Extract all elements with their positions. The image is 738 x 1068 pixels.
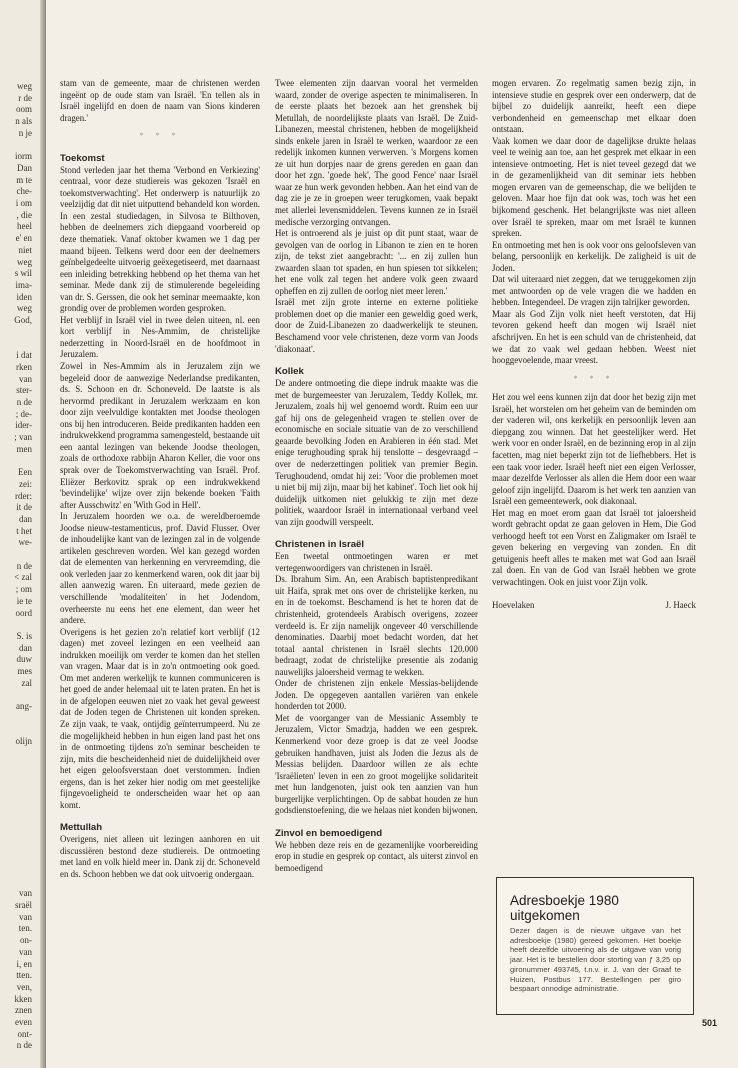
spine-text-fragment: tten.	[16, 970, 32, 981]
spine-text-fragment: it de	[16, 502, 32, 513]
spine-text-fragment: weg	[17, 256, 32, 267]
spine-text-fragment: i dat	[16, 350, 32, 361]
spine-text-fragment: n je	[18, 127, 32, 138]
paragraph: stam van de gemeente, maar de christenen werden ingeënt op de oude stam van Israël. 'En tellen als in Israël ingelijfd en doen de naam van Sions kinderen dragen.'	[60, 78, 260, 123]
paragraph: Onder de christenen zijn enkele Messias-belijdende Joden. De opgegeven aantallen variëren van enkele honderden tot 2000.	[275, 678, 478, 712]
spine-text-fragment: God,	[14, 315, 32, 325]
spine-text-fragment: van	[19, 911, 32, 922]
spine-text-fragment: ; om	[15, 584, 32, 595]
spine-text-fragment: ie te	[16, 595, 32, 606]
section-heading: Christenen in Israël	[275, 539, 365, 551]
spine-text-fragment: we-	[18, 537, 32, 548]
paragraph: We hebben deze reis en de gezamenlijke voorbereiding erop in studie en gesprek op contact, als uiterst zinvol en bemoedigend	[275, 839, 478, 873]
spine-text-fragment: oom	[15, 104, 32, 115]
paragraph: Dat wil uiteraard niet zeggen, dat we teruggekomen zijn met antwoorden op de vele vragen die we hadden en hebben. Integendeel. De vragen zijn talrijker geworden.	[492, 274, 696, 308]
paragraph: En ontmoeting met hen is ook voor ons geloofsleven van belang, persoonlijk en kerkelijk. De zaligheid is uit de Joden.	[492, 239, 696, 273]
section-heading: Kollek	[275, 366, 304, 378]
paragraph: Het zou wel eens kunnen zijn dat door het bezig zijn met Israël, het worstelen om het geheim van de beminden om der vaderen wil, ons kerkelijk en persoonlijk leven aan diepgang zou winnen. Dat het geestelijker werd. Het werk voor en onder Israël, en de bezinning erop in al zijn facetten, mag niet beperkt zijn tot de liefhebbers. Het is een taak voor ieder. Israël heeft niet een eigen Verlosser, maar dezelfde Verlosser als allen die Hem door een waar geloof zijn ingelijfd. Daarom is het werk ten aanzien van Israël een gemeentewerk, ook diakonaal.	[492, 392, 696, 507]
section-divider: * * *	[573, 373, 615, 383]
spine-text-fragment: , die	[16, 209, 32, 220]
signature-place: Hoevelaken	[492, 599, 535, 610]
spine-text-fragment: dan	[19, 642, 32, 653]
paragraph: Israël met zijn grote interne en externe politieke problemen doet op die manier een geweldig goed werk, door de Zuid-Libanezen zo daadwerkelijk te steunen. Beschamend voor vele christenen, deze vorm van Joods 'diakonaat'.	[275, 297, 478, 354]
spine-text-fragment: iden	[16, 291, 32, 302]
spine-text-fragment: n de	[16, 1040, 32, 1051]
paragraph: Het verblijf in Israël viel in twee delen uiteen, nl. een kort verblijf in Nes-Ammim, de christelijke nederzetting in Noord-Israël en de hoofdmoot in Jeruzalem.	[60, 314, 260, 360]
paragraph: In Jeruzalem hoorden we o.a. de wereldberoemde Joodse nieuw-testamenticus, prof. David Flusser. Over de inhoudelijke kant van de lezingen zal in de volgende artikelen geschreven worden. Wel kan gezegd worden dat de elementen van herkenning en vervreemding, die ook verleden jaar zo kenmerkend waren, ook dit jaar bij allen aanwezig waren. En uiteraard, mede gezien de verschillende 'modaliteiten' in het Jodendom, overheerste nu eens het ene element, dan weer het andere.	[60, 511, 260, 626]
spine-text-fragment: ten.	[18, 923, 32, 934]
spine-text-fragment: heel	[17, 221, 32, 232]
spine-text-fragment: < zal	[14, 572, 32, 583]
spine-text-fragment: ; de-	[15, 408, 32, 419]
announcement-box	[496, 877, 694, 1015]
paragraph: Een tweetal ontmoetingen waren er met vertegenwoordigers van christenen in Israël.	[275, 551, 478, 573]
paragraph: Het mag en moet erom gaan dat Israël tot jaloersheid wordt gebracht opdat ze gaan geloven in Hem, Die God verhoogd heeft tot een Vorst en Zaligmaker om Israël te geven bekering en vergeving van zonden. En dit getuigenis heeft alles te maken met wat God aan Israël zal doen. En van de God van Israël hebben we grote verwachtingen. Ook en juist voor Zijn volk.	[492, 507, 696, 587]
spine-text-fragment: duw	[16, 654, 32, 665]
spine-text-fragment: t het	[16, 525, 32, 536]
spine-text-fragment: weg	[17, 303, 32, 314]
signature-author: J. Haeck	[665, 599, 696, 610]
spine-text-fragment: ster-	[16, 385, 32, 396]
spine-text-fragment: iorm	[15, 151, 32, 162]
page-number: 501	[702, 1018, 718, 1028]
section-heading: Zinvol en bemoedigend	[275, 827, 383, 839]
spine-text-fragment: niet	[18, 244, 32, 255]
spine-text-fragment: on-	[20, 935, 32, 946]
announcement-title	[510, 893, 693, 923]
announcement-body: Dezer dagen is de nieuwe uitgave van het adresboekje (1980) gereed gekomen. Het boekje heeft dezelfde uitvoering als de uitgave van vorig jaar. Het is te bestellen door storting van ƒ 3,25 op gironummer 493745, t.n.v. ir. J. van der Graaf te Huizen, Postbus 177. Bestellingen per giro bespaart onnodige administratie.	[510, 926, 681, 994]
spine-text-fragment: rder:	[15, 490, 32, 501]
spine-text-fragment: kken	[14, 993, 32, 1004]
spine-text-fragment: olijn	[15, 736, 32, 747]
spine-text-fragment: mes	[17, 666, 32, 676]
spine-text-fragment: S. is	[16, 630, 32, 641]
column-3-body	[492, 78, 696, 589]
column-3	[492, 78, 696, 611]
spine-text-fragment: rken	[16, 361, 32, 372]
paragraph: Maar als God Zijn volk niet heeft verstoten, dat Hij tevoren gekend heeft dan mogen wij Israël niet afschrijven. En het is een schuld van de christenheid, dat we dat zo vaak wel gedaan hebben. Weest niet hooggevoelende, maar vreest.	[492, 308, 696, 366]
spine-text-fragment: i om	[15, 198, 32, 208]
announcement-title-line-2: uitgekomen	[510, 908, 580, 923]
spine-text-fragment: ima-	[15, 279, 32, 290]
spine-text-fragment: r de	[18, 92, 32, 103]
column-2	[275, 78, 478, 874]
spine-text-fragment: zal	[21, 677, 32, 688]
spine-text-fragment: n als	[15, 116, 32, 127]
magazine-page	[46, 0, 738, 1068]
spine-text-fragment: dan	[19, 513, 32, 524]
announcement-title-line-1: Adresboekje 1980	[510, 893, 619, 908]
paragraph: Overigens, niet alleen uit lezingen aanhoren en uit discussiëren bestond deze studiereis. De ontmoeting met land en volk hield meer in. Dank zij dr. Schoneveld en ds. Schoon hebben we dat ook uitvoerig ondergaan.	[60, 834, 260, 879]
spine-text-fragment: ven,	[16, 981, 32, 992]
spine-text-fragment: e' en	[15, 233, 32, 244]
spine-text-fragment: oord	[15, 607, 32, 618]
section-heading: Toekomst	[60, 152, 105, 164]
paragraph: Stond verleden jaar het thema 'Verbond en Verkiezing' centraal, voor deze studiereis was gekozen 'Israël en toekomstverwachting'. Het onderwerp is natuurlijk zo veelzijdig dat dit niet uitputtend behandeld kon worden. In een zestal studiedagen, in Silvosa te Bilthoven, hebben de deelnemers zich diepgaand voorbereid op deze thematiek. Vanaf oktober kwamen we 1 dag per maand bijeen. Telkens werd door een der deelnemers geïnbelgedeelte uitvoerig geëxegetiseerd, met daarnaast een inleiding betrekking hebbend op het thema van het seminar. Mede dank zij de stimulerende begeleiding van dr. S. Gerssen, die ook het seminar meemaakte, kon grondig over de problemen worden gesproken.	[60, 164, 260, 314]
paragraph: De andere ontmoeting die diepe indruk maakte was die met de burgemeester van Jeruzalem, Teddy Kollek, mr. Jeruzalem, zoals hij wel genoemd wordt. Ruim een uur gaf hij ons de gelegenheid vragen te stellen over de economische en sociale situatie van de zo verschillend geaarde bevolking Joden en Arabieren in één stad. Met enige terughouding sprak hij tenslotte – desgevraagd – over de nederzettingen politiek van premier Begin. Terughoudend, omdat hij zei: 'Voor die problemen moet u niet bij mij zijn, maar bij het kabinet'. Toch liet ook hij duidelijk uitkomen niet gelukkig te zijn met deze politiek, waardoor Israël in internationaal verband veel van zijn goodwill verspeelt.	[275, 378, 478, 527]
paragraph: Vaak komen we daar door de dagelijkse drukte helaas veel te weinig aan toe, aan het gesprek met elkaar in een intensieve ontmoeting. Het is niet teveel gezegd dat we in de gezamenlijkheid van dit seminar iets hebben mogen ervaren van de gemeenschap, die we belijden te geloven. Maar hoe fijn dat ook was, toch was het een bijkomend geschenk. Het belangrijkste was niet alleen over Israël te spreken, maar om met Israël te kunnen spreken.	[492, 135, 696, 239]
paragraph: Ds. Ibrahum Sim. An, een Arabisch baptistenpredikant uit Haifa, sprak met ons over de christelijke kerken, nu en in de toekomst. Beschamend is het te horen dat de christenheid, grotendeels Arabisch overigens, zozeer verdeeld is. Er zijn namelijk ongeveer 40 verschillende denominaties. Daarbij moet bedacht worden, dat het totaal aantal christenen in Israël slechts 120.000 bedraagt, zodat de christelijke presentie als zodanig nauwelijks jaloersheid vermag te wekken.	[275, 574, 478, 677]
spine-text-fragment: van	[19, 946, 32, 957]
paragraph: Overigens is het gezien zo'n relatief kort verblijf (12 dagen) met zoveel lezingen en een veelheid aan indrukken moeilijk om verder te komen dan het stellen van vragen. Maar dat is in zo'n ontmoeting ook goed. Om met anderen werkelijk te kunnen communiceren is het goed de ander helemaal uit te laten praten. En het is in de afgelopen eeuwen niet zo vaak het geval geweest dat de Joden tegen de Christenen uit konden spreken. Ze zijn vaak, te vaak, ontijdig geïnterrumpeerd. Nu ze die mogelijkheid hebben in hun eigen land past het ons in de ontmoeting tijdens zo'n seminar bescheiden te zijn, mits die bescheidenheid niet de duidelijkheid over het eigen geloofsverstaan doet verstommen. Indien ergens, dan is het zeker hier nodig om met geestelijke fijngevoeligheid te onderscheiden waar het op aan komt.	[60, 626, 260, 810]
spine-text-fragment: sraël	[15, 900, 32, 910]
spine-text-fragment: weg	[17, 81, 32, 91]
paragraph: Het is ontroerend als je juist op dit punt staat, waar de gevolgen van de oorlog in Libanon te zien en te horen zijn, de tekst ziet aangebracht: '... en zij zullen hun zwaarden slaan tot spaden, en hun spiesen tot sikkelen; het ene volk zal tegen het andere volk geen zwaard opheffen en zij zullen de oorlog niet meer leren.'	[275, 228, 478, 296]
signature-line	[492, 600, 696, 612]
spine-text-fragment: even	[15, 1017, 32, 1027]
spine-text-fragment: n de	[16, 396, 32, 407]
spine-text-fragment: van	[19, 373, 32, 384]
spine-text-fragment: i, en	[16, 958, 32, 969]
spine-text-fragment: n de	[16, 560, 32, 571]
spine-text-fragment: ider-	[15, 420, 32, 431]
spine-text-fragment: m te	[16, 174, 32, 185]
previous-page-edge	[0, 0, 46, 1068]
spine-text-fragment: van	[19, 888, 32, 899]
paragraph: mogen ervaren. Zo regelmatig samen bezig zijn, in intensieve studie en gesprek over een onderwerp, dat de bijbel zo duidelijk aanreikt, heeft een diepe verbondenheid en gemeenschap met elkaar doen ontstaan.	[492, 78, 696, 135]
spine-text-fragment: ang-	[16, 701, 32, 712]
spine-text-fragment: znen	[15, 1005, 32, 1016]
spine-text-fragment: ont-	[17, 1028, 32, 1039]
spine-text-fragment: che-	[16, 186, 32, 197]
section-heading: Mettullah	[60, 822, 103, 834]
spine-text-fragment: ; van	[14, 432, 32, 442]
spine-text-fragment: zei:	[19, 478, 32, 489]
section-divider: * * *	[139, 131, 181, 141]
paragraph: Met de voorganger van de Messianic Assembly te Jeruzalem, Victor Smadzja, hadden we een gesprek. Kenmerkend voor deze groep is dat ze veel Joodse gebruiken handhaven, juist als Joden die Jezus als de Messias belijden. Daardoor willen ze als echte 'Israëlieten' leven in een zo groot mogelijke solidariteit met hun landgenoten, juist ook ten aanzien van hun burgerlijke verplichtingen. Op de sabbat houden ze hun godsdienstoefening, die we helaas niet konden bijwonen.	[275, 712, 478, 816]
paragraph: Twee elementen zijn daarvan vooral het vermelden waard, zonder de overige aspecten te minimaliseren. In de eerste plaats het bezoek aan het grenshek bij Metullah, de noordelijkste plaats van Israël. De Zuid-Libanezen, meestal christenen, hebben de mogelijkheid sinds enkele jaren in Israël te werken, waardoor ze een redelijk inkomen kunnen verwerven. 's Morgens komen ze uit hun dorpjes naar de grens gereden en gaan dan door het zgn. 'goede hek', The good Fence' naar Israël waar ze hun werk gevonden hebben. Aan het eind van de dag zie je ze in groepen weer terugkomen, vaak bepakt met allerlei levensmiddelen. Tevens kunnen ze in Israël medische verzorging ontvangen.	[275, 78, 478, 227]
spine-text-fragment: s wil	[14, 268, 32, 279]
paragraph: Zowel in Nes-Ammim als in Jeruzalem zijn we begeleid door de aanwezige Nederlandse predikanten, ds. S. Schoon en dr. Schoneveld. De laatste is als hervormd predikant in Jeruzalem werkzaam en kon door zijn veelvuldige kontakten met Joodse theologen ons bij hen introduceren. Beide predikanten hadden een indrukwekkend programma samengesteld, bestaande uit een aantal lezingen van bekende Joodse theologen, zoals de orthodoxe rabbijn Aharon Keller, die voor ons sprak over de Toekomstverwachting van Israël. Prof. Eliëzer Berkovitz sprak op een indrukwekkend 'bevindelijke' wijze over zijn bekende boeken 'Faith after Ausschwitz' en 'With God in Hell'.	[60, 361, 260, 510]
column-1	[60, 78, 260, 881]
spine-text-fragment: Dan	[17, 162, 32, 173]
spine-text-fragment: Een	[18, 467, 32, 478]
spine-text-fragment: men	[16, 443, 32, 454]
